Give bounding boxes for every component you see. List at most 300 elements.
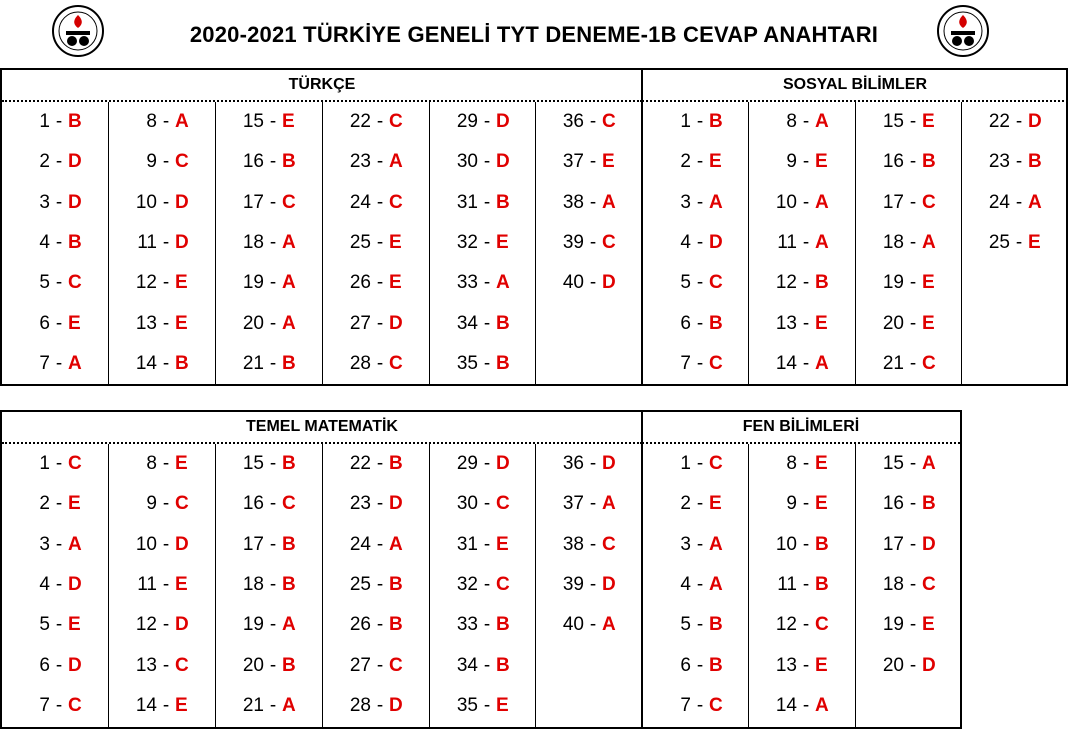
separator-dash: - xyxy=(483,191,491,213)
separator-dash: - xyxy=(696,312,704,334)
question-number: 2 xyxy=(680,151,691,173)
separator-dash: - xyxy=(589,573,597,595)
question-number: 4 xyxy=(39,573,50,595)
answer-letter: C xyxy=(175,493,189,515)
separator-dash: - xyxy=(909,654,917,676)
answer-letter: E xyxy=(175,573,188,595)
answer-letter: A xyxy=(175,111,189,132)
separator-dash: - xyxy=(802,573,810,595)
separator-dash: - xyxy=(802,231,810,253)
answer-letter: B xyxy=(68,111,82,132)
answer-cell xyxy=(323,686,429,726)
answer-cell xyxy=(962,223,1068,263)
answer-letter: C xyxy=(815,614,829,636)
answer-cell xyxy=(2,102,108,142)
answer-letter: B xyxy=(175,352,189,374)
answer-letter: B xyxy=(496,614,510,636)
question-number: 3 xyxy=(39,191,50,213)
question-number: 16 xyxy=(242,493,264,515)
answer-cell xyxy=(2,344,108,384)
answer-letter: E xyxy=(389,272,402,294)
separator-dash: - xyxy=(483,493,491,515)
answer-letter: D xyxy=(389,493,403,515)
question-number: 17 xyxy=(882,191,904,213)
question-number: 14 xyxy=(775,352,797,374)
answer-letter: A xyxy=(282,272,296,294)
answer-letter: C xyxy=(68,272,82,294)
answer-cell xyxy=(749,484,855,524)
answer-letter: A xyxy=(815,191,829,213)
answer-cell xyxy=(216,223,322,263)
question-number: 19 xyxy=(242,614,264,636)
separator-dash: - xyxy=(589,111,597,132)
answer-letter: C xyxy=(389,654,403,676)
separator-dash: - xyxy=(589,191,597,213)
question-number: 8 xyxy=(146,453,157,474)
question-number: 8 xyxy=(786,111,797,132)
separator-dash: - xyxy=(376,654,384,676)
answer-letter: D xyxy=(496,151,510,173)
answer-letter: B xyxy=(815,533,829,555)
answer-cell xyxy=(2,605,108,645)
question-number: 1 xyxy=(680,111,691,132)
answer-letter: E xyxy=(68,312,81,334)
separator-dash: - xyxy=(909,453,917,474)
separator-dash: - xyxy=(376,453,384,474)
answer-cell xyxy=(109,344,215,384)
answer-block-top xyxy=(0,68,1068,386)
answer-cell xyxy=(216,142,322,182)
separator-dash: - xyxy=(162,111,170,132)
answer-cell xyxy=(2,263,108,303)
question-number: 17 xyxy=(242,191,264,213)
separator-dash: - xyxy=(802,191,810,213)
answer-cell xyxy=(643,565,749,605)
question-number: 13 xyxy=(135,312,157,334)
answer-cell xyxy=(962,102,1068,142)
answer-cell xyxy=(643,646,749,686)
answer-cell xyxy=(430,444,536,484)
separator-dash: - xyxy=(909,614,917,636)
question-number: 9 xyxy=(786,493,797,515)
question-number: 10 xyxy=(775,533,797,555)
answer-cell xyxy=(109,304,215,344)
separator-dash: - xyxy=(55,352,63,374)
answer-letter: A xyxy=(815,352,829,374)
answer-letter: E xyxy=(68,493,81,515)
question-number: 27 xyxy=(349,654,371,676)
answer-letter: D xyxy=(389,312,403,334)
answer-letter: D xyxy=(175,614,189,636)
page-title: 2020-2021 TÜRKİYE GENELİ TYT DENEME-1B CEVAP ANAHTARI xyxy=(189,22,879,47)
separator-dash: - xyxy=(589,453,597,474)
separator-dash: - xyxy=(162,352,170,374)
answer-letter: C xyxy=(602,533,616,555)
answer-letter: D xyxy=(922,654,936,676)
answer-letter: E xyxy=(922,614,935,636)
separator-dash: - xyxy=(696,654,704,676)
answer-letter: B xyxy=(282,151,296,173)
question-number: 31 xyxy=(456,533,478,555)
separator-dash: - xyxy=(269,614,277,636)
separator-dash: - xyxy=(909,151,917,173)
answer-letter: B xyxy=(282,573,296,595)
answer-cell xyxy=(323,102,429,142)
question-number: 23 xyxy=(349,493,371,515)
question-number: 4 xyxy=(680,231,691,253)
answer-cell xyxy=(430,263,536,303)
separator-dash: - xyxy=(802,694,810,716)
question-number: 23 xyxy=(349,151,371,173)
separator-dash: - xyxy=(589,231,597,253)
answer-cell xyxy=(536,444,642,484)
answer-cell xyxy=(749,304,855,344)
question-number: 35 xyxy=(456,694,478,716)
separator-dash: - xyxy=(269,654,277,676)
answer-letter: E xyxy=(175,453,188,474)
answer-letter: D xyxy=(602,453,616,474)
question-number: 11 xyxy=(137,231,157,253)
question-number: 21 xyxy=(882,352,904,374)
separator-dash: - xyxy=(376,614,384,636)
separator-dash: - xyxy=(802,272,810,294)
answer-letter: B xyxy=(709,614,723,636)
separator-dash: - xyxy=(589,614,597,636)
answer-letter: A xyxy=(815,231,829,253)
answer-cell xyxy=(536,142,642,182)
answer-cell xyxy=(216,686,322,726)
question-number: 20 xyxy=(242,654,264,676)
separator-dash: - xyxy=(376,272,384,294)
separator-dash: - xyxy=(55,111,63,132)
separator-dash: - xyxy=(269,312,277,334)
answer-cell xyxy=(536,183,642,223)
separator-dash: - xyxy=(696,191,704,213)
separator-dash: - xyxy=(589,493,597,515)
answer-letter: E xyxy=(175,272,188,294)
question-number: 6 xyxy=(39,654,50,676)
answer-cell xyxy=(749,605,855,645)
separator-dash: - xyxy=(696,352,704,374)
separator-dash: - xyxy=(802,111,810,132)
answer-letter: D xyxy=(68,191,82,213)
answer-cell xyxy=(2,304,108,344)
answer-letter: A xyxy=(1028,191,1042,213)
separator-dash: - xyxy=(269,111,277,132)
answer-cell xyxy=(216,525,322,565)
question-number: 37 xyxy=(562,493,584,515)
answer-letter: E xyxy=(815,312,828,334)
question-number: 5 xyxy=(680,272,691,294)
question-number: 22 xyxy=(349,453,371,474)
answer-cell xyxy=(643,142,749,182)
answer-cell xyxy=(323,263,429,303)
answer-cell xyxy=(323,646,429,686)
answer-letter: A xyxy=(922,231,936,253)
answer-cell xyxy=(216,565,322,605)
answer-letter: D xyxy=(709,231,723,253)
answer-cell xyxy=(856,444,962,484)
answer-cell xyxy=(643,686,749,726)
answer-letter: B xyxy=(709,654,723,676)
separator-dash: - xyxy=(269,573,277,595)
answer-letter: D xyxy=(922,533,936,555)
answer-letter: C xyxy=(389,191,403,213)
answer-letter: E xyxy=(815,453,828,474)
question-number: 16 xyxy=(882,493,904,515)
answer-letter: B xyxy=(815,272,829,294)
question-number: 28 xyxy=(349,694,371,716)
separator-dash: - xyxy=(483,533,491,555)
answer-letter: B xyxy=(922,151,936,173)
question-number: 20 xyxy=(882,312,904,334)
answer-letter: A xyxy=(602,493,616,515)
separator-dash: - xyxy=(162,694,170,716)
separator-dash: - xyxy=(483,614,491,636)
separator-dash: - xyxy=(483,231,491,253)
question-number: 19 xyxy=(882,272,904,294)
answer-letter: B xyxy=(709,111,723,132)
question-number: 14 xyxy=(135,352,157,374)
question-number: 28 xyxy=(349,352,371,374)
question-number: 18 xyxy=(242,573,264,595)
answer-letter: E xyxy=(496,533,509,555)
separator-dash: - xyxy=(269,453,277,474)
question-number: 32 xyxy=(456,231,478,253)
answer-cell xyxy=(536,565,642,605)
separator-dash: - xyxy=(376,231,384,253)
question-number: 11 xyxy=(777,573,797,595)
answer-cell xyxy=(749,444,855,484)
question-number: 3 xyxy=(680,533,691,555)
answer-cell xyxy=(2,686,108,726)
answer-cell xyxy=(2,484,108,524)
question-number: 15 xyxy=(242,111,264,132)
answer-letter: B xyxy=(922,493,936,515)
answer-cell xyxy=(643,444,749,484)
answer-cell xyxy=(536,605,642,645)
question-number: 32 xyxy=(456,573,478,595)
question-number: 16 xyxy=(242,151,264,173)
separator-dash: - xyxy=(55,312,63,334)
answer-letter: A xyxy=(709,573,723,595)
answer-letter: D xyxy=(68,151,82,173)
separator-dash: - xyxy=(269,272,277,294)
question-number: 22 xyxy=(988,111,1010,132)
separator-dash: - xyxy=(162,312,170,334)
question-number: 36 xyxy=(562,453,584,474)
answer-cell xyxy=(323,142,429,182)
separator-dash: - xyxy=(802,151,810,173)
question-number: 7 xyxy=(39,694,50,716)
answer-letter: A xyxy=(709,191,723,213)
answer-cell xyxy=(643,605,749,645)
section-header-turkce: TÜRKÇE xyxy=(2,70,642,102)
question-number: 5 xyxy=(39,272,50,294)
answer-letter: E xyxy=(922,272,935,294)
question-number: 29 xyxy=(456,111,478,132)
answer-cell xyxy=(536,102,642,142)
answer-letter: D xyxy=(602,573,616,595)
answer-cell xyxy=(856,344,962,384)
question-number: 14 xyxy=(775,694,797,716)
separator-dash: - xyxy=(802,533,810,555)
separator-dash: - xyxy=(1015,191,1023,213)
answer-letter: A xyxy=(709,533,723,555)
question-number: 25 xyxy=(349,231,371,253)
separator-dash: - xyxy=(909,231,917,253)
separator-dash: - xyxy=(483,453,491,474)
question-number: 17 xyxy=(242,533,264,555)
answer-letter: B xyxy=(282,453,296,474)
separator-dash: - xyxy=(696,533,704,555)
answer-cell xyxy=(749,183,855,223)
separator-dash: - xyxy=(376,533,384,555)
separator-dash: - xyxy=(162,533,170,555)
answer-cell xyxy=(323,304,429,344)
answer-cell xyxy=(536,223,642,263)
answer-cell xyxy=(962,142,1068,182)
question-number: 10 xyxy=(135,533,157,555)
question-number: 21 xyxy=(242,694,264,716)
answer-cell xyxy=(962,183,1068,223)
question-number: 3 xyxy=(39,533,50,555)
question-number: 20 xyxy=(882,654,904,676)
answer-cell xyxy=(323,484,429,524)
answer-letter: E xyxy=(496,231,509,253)
answer-cell xyxy=(643,263,749,303)
question-number: 15 xyxy=(882,111,904,132)
question-number: 9 xyxy=(786,151,797,173)
question-number: 12 xyxy=(775,272,797,294)
separator-dash: - xyxy=(55,493,63,515)
answer-cell xyxy=(749,646,855,686)
separator-dash: - xyxy=(269,151,277,173)
answer-letter: E xyxy=(922,312,935,334)
answer-letter: E xyxy=(815,654,828,676)
question-number: 8 xyxy=(786,453,797,474)
question-number: 26 xyxy=(349,614,371,636)
answer-letter: B xyxy=(496,352,510,374)
answer-letter: A xyxy=(282,614,296,636)
answer-cell xyxy=(856,565,962,605)
separator-dash: - xyxy=(55,151,63,173)
separator-dash: - xyxy=(55,614,63,636)
answer-letter: A xyxy=(282,231,296,253)
question-number: 14 xyxy=(135,694,157,716)
answer-letter: E xyxy=(602,151,615,173)
answer-cell xyxy=(323,223,429,263)
answer-letter: B xyxy=(389,614,403,636)
question-number: 25 xyxy=(988,231,1010,253)
answer-cell xyxy=(216,444,322,484)
answer-letter: C xyxy=(922,573,936,595)
answer-cell xyxy=(109,605,215,645)
answer-cell xyxy=(643,304,749,344)
section-header-fen-bilimleri: FEN BİLİMLERİ xyxy=(642,412,960,444)
answer-cell xyxy=(643,223,749,263)
answer-letter: A xyxy=(68,533,82,555)
separator-dash: - xyxy=(376,151,384,173)
separator-dash: - xyxy=(376,493,384,515)
question-number: 33 xyxy=(456,614,478,636)
answer-letter: A xyxy=(815,111,829,132)
answer-letter: B xyxy=(1028,151,1042,173)
answer-cell xyxy=(643,344,749,384)
separator-dash: - xyxy=(55,231,63,253)
answer-cell xyxy=(856,102,962,142)
separator-dash: - xyxy=(269,694,277,716)
separator-dash: - xyxy=(1015,111,1023,132)
question-number: 19 xyxy=(242,272,264,294)
answer-letter: E xyxy=(282,111,295,132)
question-number: 4 xyxy=(680,573,691,595)
answer-cell xyxy=(109,142,215,182)
question-number: 7 xyxy=(39,352,50,374)
question-number: 40 xyxy=(562,614,584,636)
separator-dash: - xyxy=(162,272,170,294)
answer-cell xyxy=(216,102,322,142)
answer-letter: D xyxy=(602,272,616,294)
answer-cell xyxy=(2,223,108,263)
answer-cell xyxy=(430,102,536,142)
answer-letter: A xyxy=(815,694,829,716)
question-number: 26 xyxy=(349,272,371,294)
question-number: 12 xyxy=(775,614,797,636)
answer-cell xyxy=(749,565,855,605)
separator-dash: - xyxy=(483,694,491,716)
answer-letter: D xyxy=(68,654,82,676)
answer-cell xyxy=(323,525,429,565)
answer-letter: A xyxy=(389,533,403,555)
answer-cell xyxy=(856,183,962,223)
answer-letter: D xyxy=(496,111,510,132)
separator-dash: - xyxy=(802,493,810,515)
answer-cell xyxy=(109,223,215,263)
separator-dash: - xyxy=(162,654,170,676)
separator-dash: - xyxy=(909,191,917,213)
answer-letter: B xyxy=(282,533,296,555)
separator-dash: - xyxy=(909,352,917,374)
question-number: 9 xyxy=(146,493,157,515)
separator-dash: - xyxy=(269,352,277,374)
separator-dash: - xyxy=(802,352,810,374)
answer-letter: B xyxy=(389,453,403,474)
separator-dash: - xyxy=(483,352,491,374)
separator-dash: - xyxy=(696,453,704,474)
answer-cell xyxy=(109,484,215,524)
separator-dash: - xyxy=(696,151,704,173)
answer-cell xyxy=(856,605,962,645)
section-header-sosyal-bilimler: SOSYAL BİLİMLER xyxy=(642,70,1068,102)
answer-letter: E xyxy=(709,151,722,173)
answer-cell xyxy=(109,686,215,726)
separator-dash: - xyxy=(696,614,704,636)
separator-dash: - xyxy=(483,272,491,294)
answer-cell xyxy=(109,102,215,142)
answer-cell xyxy=(2,525,108,565)
separator-dash: - xyxy=(483,312,491,334)
question-number: 38 xyxy=(562,191,584,213)
separator-dash: - xyxy=(55,191,63,213)
question-number: 11 xyxy=(137,573,157,595)
answer-cell xyxy=(2,646,108,686)
question-number: 24 xyxy=(349,533,371,555)
answer-letter: C xyxy=(175,654,189,676)
question-number: 36 xyxy=(562,111,584,132)
answer-cell xyxy=(2,183,108,223)
question-number: 31 xyxy=(456,191,478,213)
